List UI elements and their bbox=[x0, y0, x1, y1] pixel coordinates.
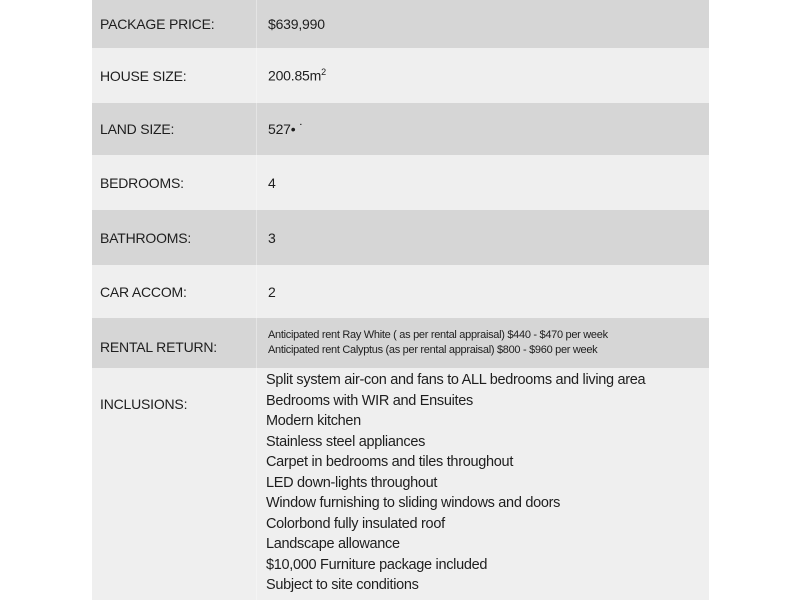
car-accom-label: CAR ACCOM: bbox=[92, 265, 257, 318]
bathrooms-value: 3 bbox=[268, 229, 276, 246]
inclusion-item: LED down-lights throughout bbox=[266, 474, 438, 491]
bedrooms-value: 4 bbox=[268, 174, 276, 191]
inclusion-item: $10,000 Furniture package included bbox=[266, 556, 488, 573]
inclusion-item: Bedrooms with WIR and Ensuites bbox=[266, 392, 473, 409]
inclusions-label: INCLUSIONS: bbox=[92, 368, 257, 600]
row-package-price bbox=[92, 0, 709, 48]
house-size-number: 200.85m bbox=[268, 67, 322, 84]
inclusion-item: Subject to site conditions bbox=[266, 577, 419, 593]
inclusion-item: Carpet in bedrooms and tiles throughout bbox=[266, 454, 514, 470]
house-size-label: HOUSE SIZE: bbox=[92, 48, 257, 103]
inclusion-item: Landscape allowance bbox=[266, 536, 400, 552]
house-size-unit-sup: 2 bbox=[321, 67, 326, 78]
bedrooms-label: BEDROOMS: bbox=[92, 155, 257, 210]
package-price-label: PACKAGE PRICE: bbox=[92, 0, 257, 48]
rental-return-label: RENTAL RETURN: bbox=[92, 318, 257, 368]
row-land-size bbox=[92, 103, 709, 155]
row-rental-return bbox=[92, 318, 709, 368]
inclusion-item: Stainless steel appliances bbox=[266, 433, 426, 450]
inclusions-list bbox=[257, 368, 645, 596]
row-bedrooms bbox=[92, 155, 709, 210]
inclusion-item: Colorbond fully insulated roof bbox=[266, 515, 445, 532]
car-accom-value: 2 bbox=[268, 283, 276, 300]
inclusion-item: Split system air-con and fans to ALL bedrooms and living area bbox=[266, 372, 646, 388]
row-inclusions bbox=[92, 368, 709, 600]
rental-return-value bbox=[257, 328, 608, 358]
inclusion-item: Window furnishing to sliding windows and doors bbox=[266, 495, 561, 511]
row-house-size bbox=[92, 48, 709, 103]
property-details-table bbox=[92, 0, 709, 600]
bathrooms-label: BATHROOMS: bbox=[92, 210, 257, 265]
land-size-label: LAND SIZE: bbox=[92, 103, 257, 155]
land-size-value: 527• ˙ bbox=[268, 121, 304, 137]
package-price-value: $639,990 bbox=[268, 16, 325, 32]
inclusion-item: Modern kitchen bbox=[266, 413, 361, 429]
row-bathrooms bbox=[92, 210, 709, 265]
rental-line-calyptus: Anticipated rent Calyptus (as per rental appraisal) $800 - $960 per week bbox=[268, 344, 598, 356]
rental-line-ray-white: Anticipated rent Ray White ( as per rental appraisal) $440 - $470 per week bbox=[268, 329, 608, 341]
row-car-accom bbox=[92, 265, 709, 318]
house-size-value bbox=[257, 67, 326, 84]
